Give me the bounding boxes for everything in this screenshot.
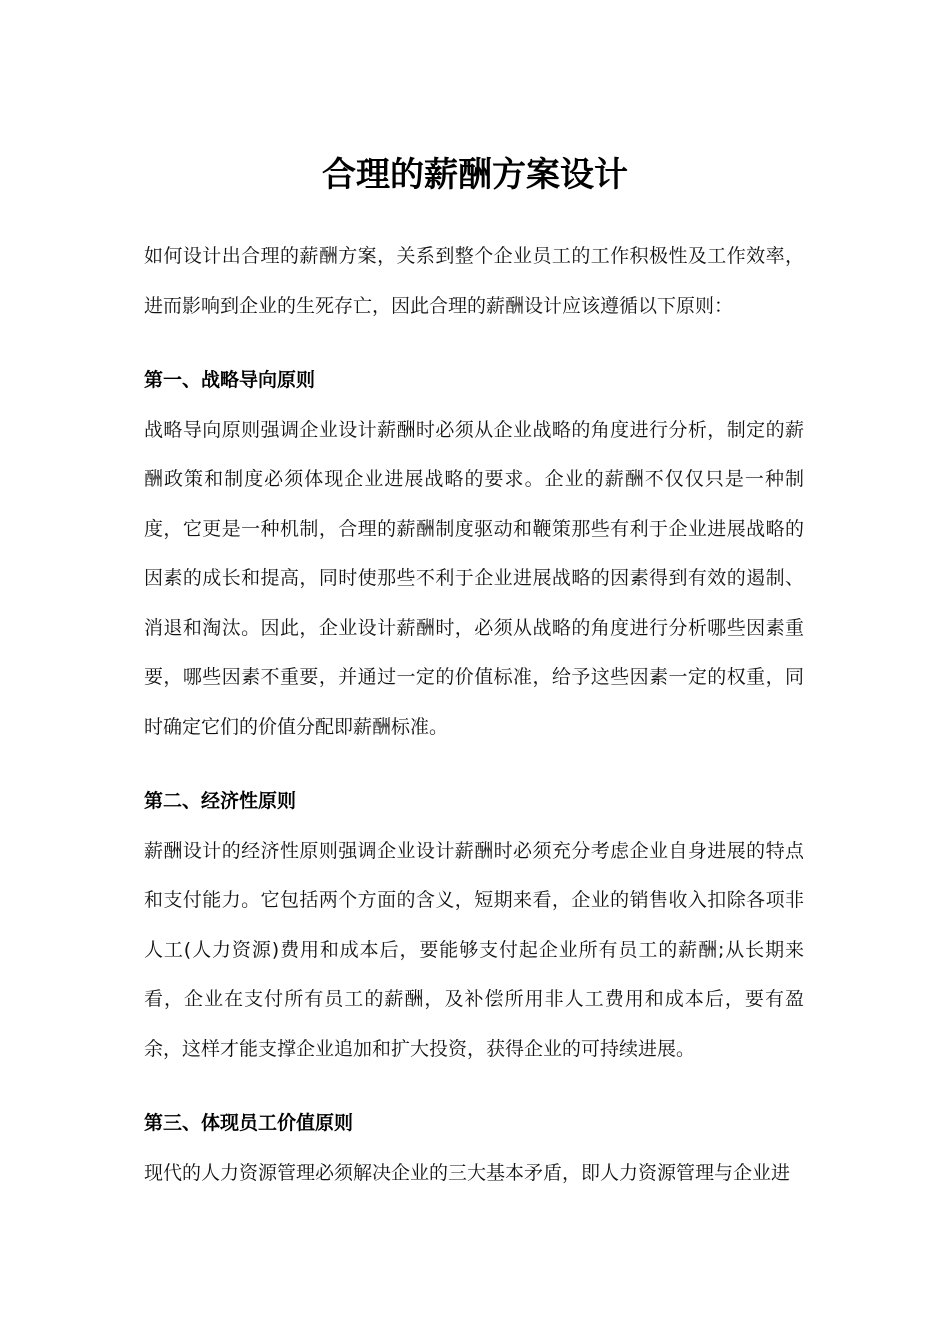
section-heading-employee-value: 第三、体现员工价值原则 <box>144 1112 354 1134</box>
document-title: 合理的薪酬方案设计 <box>322 154 628 195</box>
section-heading-economy: 第二、经济性原则 <box>144 790 297 812</box>
document-body <box>144 232 804 1198</box>
section-body-strategy: 战略导向原则强调企业设计薪酬时必须从企业战略的角度进行分析，制定的薪酬政策和制度必须体现企业进展战略的要求。企业的薪酬不仅仅只是一种制度，它更是一种机制，合理的薪酬制度驱动和鞭策那些有利于企业进展战略的因素的成长和提高，同时使那些不利于企业进展战略的因素得到有效的遏制、消退和淘汰。因此，企业设计薪酬时，必须从战略的角度进行分析哪些因素重要，哪些因素不重要，并通过一定的价值标准，给予这些因素一定的权重，同时确定它们的价值分配即薪酬标准。 <box>144 418 804 738</box>
intro-paragraph: 如何设计出合理的薪酬方案，关系到整个企业员工的工作积极性及工作效率，进而影响到企业的生死存亡，因此合理的薪酬设计应该遵循以下原则： <box>144 245 804 317</box>
section-heading-strategy: 第一、战略导向原则 <box>144 369 316 391</box>
section-body-economy: 薪酬设计的经济性原则强调企业设计薪酬时必须充分考虑企业自身进展的特点和支付能力。它包括两个方面的含义，短期来看，企业的销售收入扣除各项非人工(人力资源)费用和成本后，要能够支付起企业所有员工的薪酬;从长期来看，企业在支付所有员工的薪酬，及补偿所用非人工费用和成本后，要有盈余，这样才能支撑企业追加和扩大投资，获得企业的可持续进展。 <box>144 839 804 1060</box>
section-body-employee-value: 现代的人力资源管理必须解决企业的三大基本矛盾，即人力资源管理与企业进 <box>144 1161 791 1184</box>
